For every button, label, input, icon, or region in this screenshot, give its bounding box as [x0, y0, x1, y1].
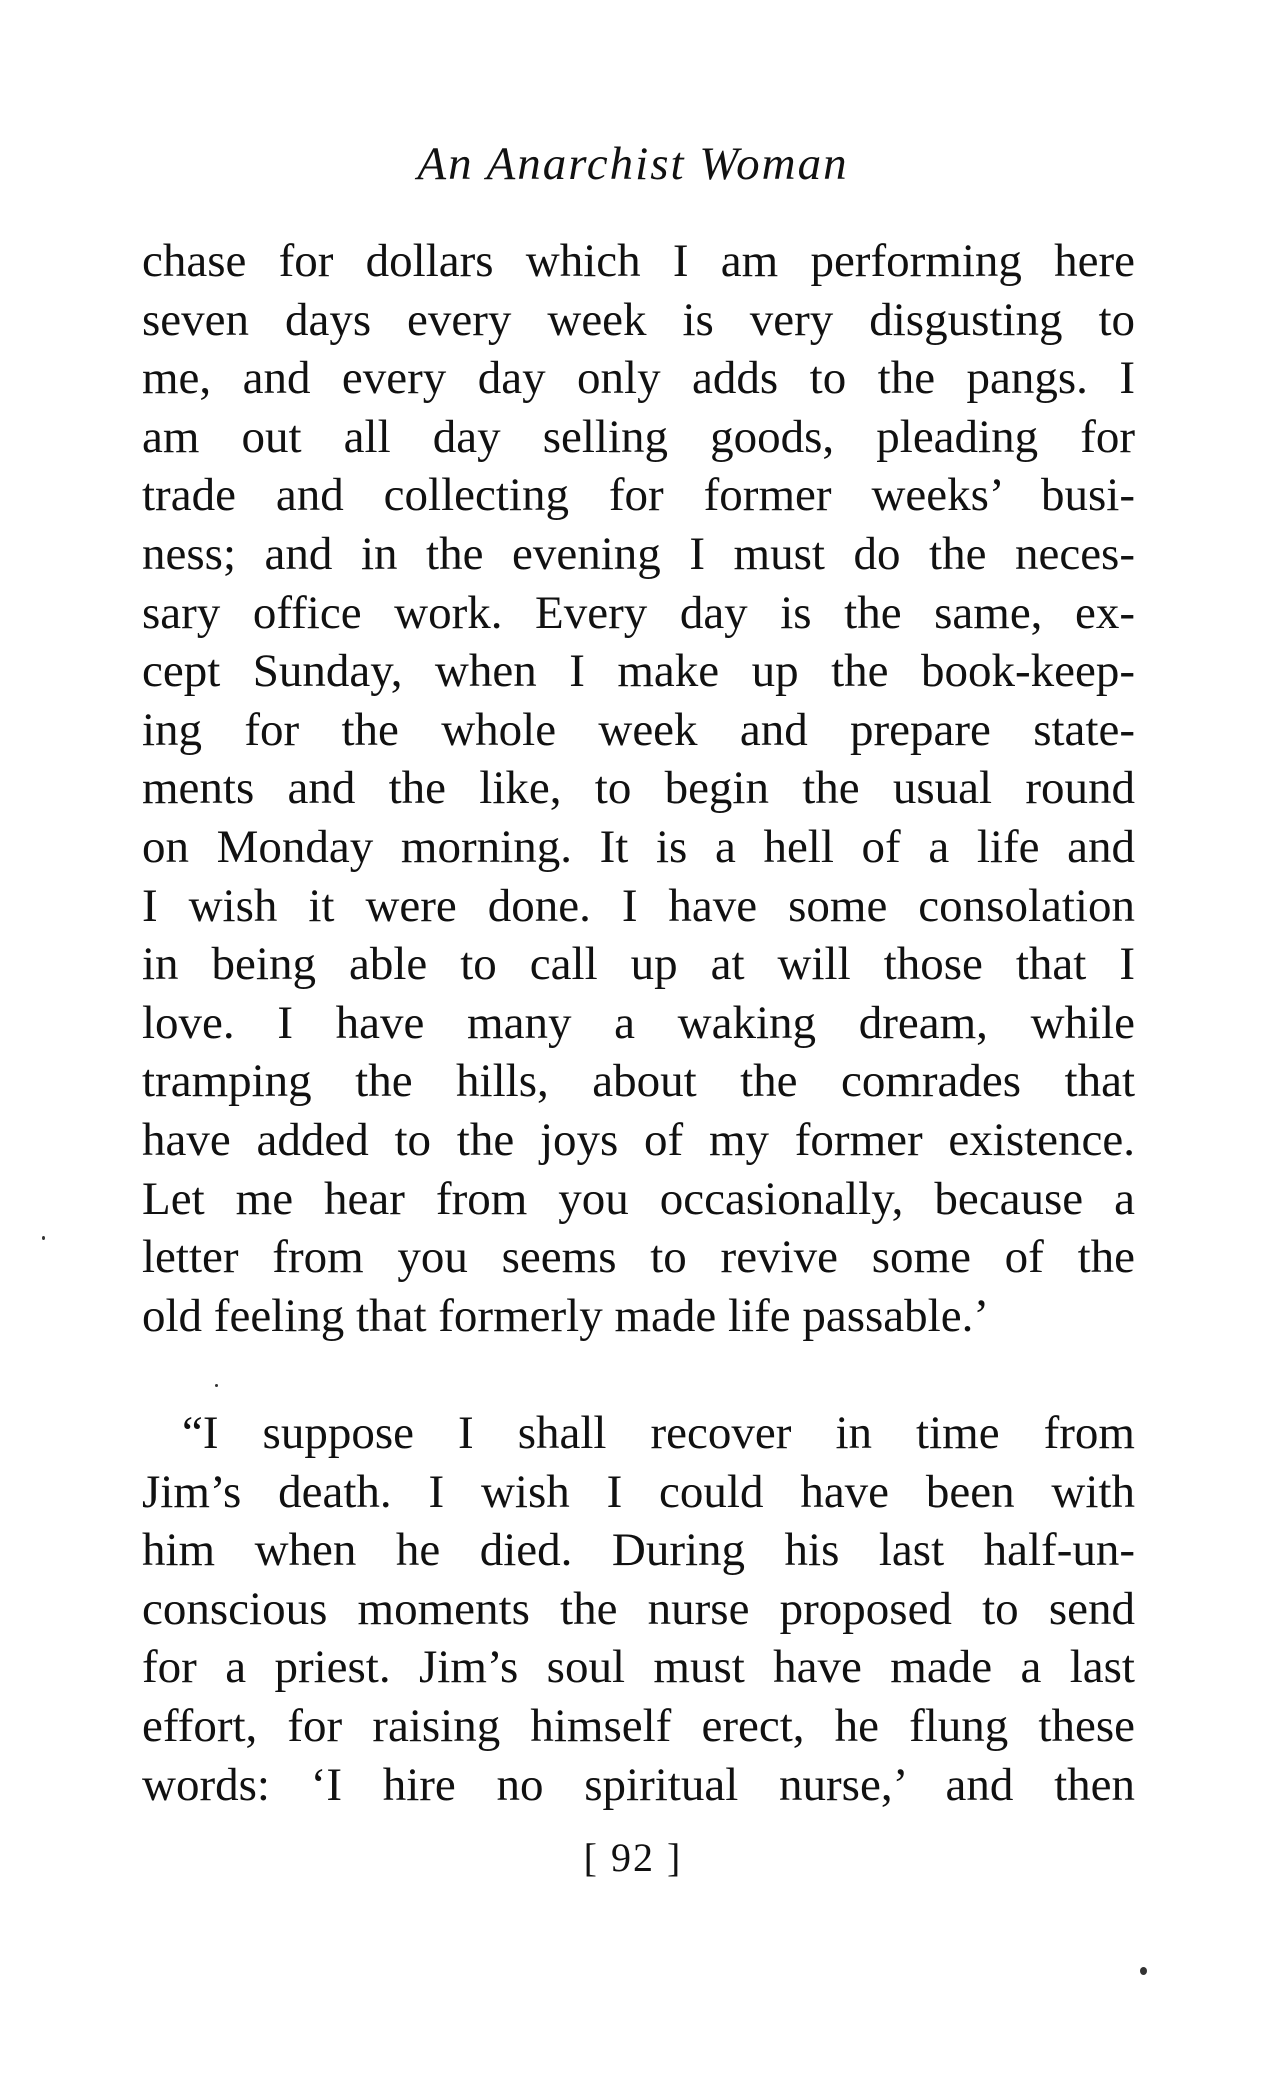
- text-line: conscious moments the nurse proposed to send: [142, 1582, 1135, 1635]
- text-line: “I suppose I shall recover in time from: [182, 1407, 1135, 1459]
- text-line: sary office work. Every day is the same, ex-: [142, 586, 1135, 639]
- text-line: seven days every week is very disgusting to: [142, 293, 1135, 346]
- text-line: chase for dollars which I am performing here: [142, 235, 1135, 287]
- text-line: love. I have many a waking dream, while: [142, 996, 1135, 1049]
- page-number: [ 92 ]: [583, 1835, 683, 1880]
- text-line: in being able to call up at will those that I: [142, 938, 1135, 991]
- text-line: words: ‘I hire no spiritual nurse,’ and then: [142, 1758, 1135, 1811]
- text-line: Let me hear from you occasionally, because a: [142, 1172, 1135, 1225]
- text-line: am out all day selling goods, pleading for: [142, 410, 1135, 463]
- text-line: me, and every day only adds to the pangs. I: [142, 352, 1135, 405]
- text-line: I wish it were done. I have some consolation: [142, 879, 1135, 932]
- paragraph-2: [142, 1404, 1135, 1814]
- paragraph-1: [142, 232, 1135, 1345]
- text-line: tramping the hills, about the comrades that: [142, 1055, 1135, 1108]
- text-line: trade and collecting for former weeks’ busi-: [142, 469, 1135, 522]
- print-speck: [42, 1236, 45, 1240]
- running-head: An Anarchist Woman: [417, 138, 849, 190]
- text-line: ing for the whole week and prepare state-: [142, 703, 1135, 756]
- text-line: cept Sunday, when I make up the book-keep-: [142, 645, 1135, 698]
- text-line: ments and the like, to begin the usual round: [142, 762, 1135, 815]
- text-line: effort, for raising himself erect, he flung these: [142, 1699, 1135, 1752]
- text-line: on Monday morning. It is a hell of a life and: [142, 820, 1135, 873]
- text-line: letter from you seems to revive some of the: [142, 1231, 1135, 1284]
- text-line: have added to the joys of my former existence.: [142, 1113, 1135, 1166]
- text-line: Jim’s death. I wish I could have been with: [142, 1465, 1135, 1518]
- text-line: him when he died. During his last half-un-: [142, 1524, 1135, 1577]
- text-line: old feeling that formerly made life passable.’: [142, 1289, 989, 1342]
- print-speck: [215, 1384, 218, 1387]
- text-line: for a priest. Jim’s soul must have made a last: [142, 1641, 1135, 1694]
- print-speck: [1140, 1967, 1147, 1975]
- text-line: ness; and in the evening I must do the neces-: [142, 527, 1135, 580]
